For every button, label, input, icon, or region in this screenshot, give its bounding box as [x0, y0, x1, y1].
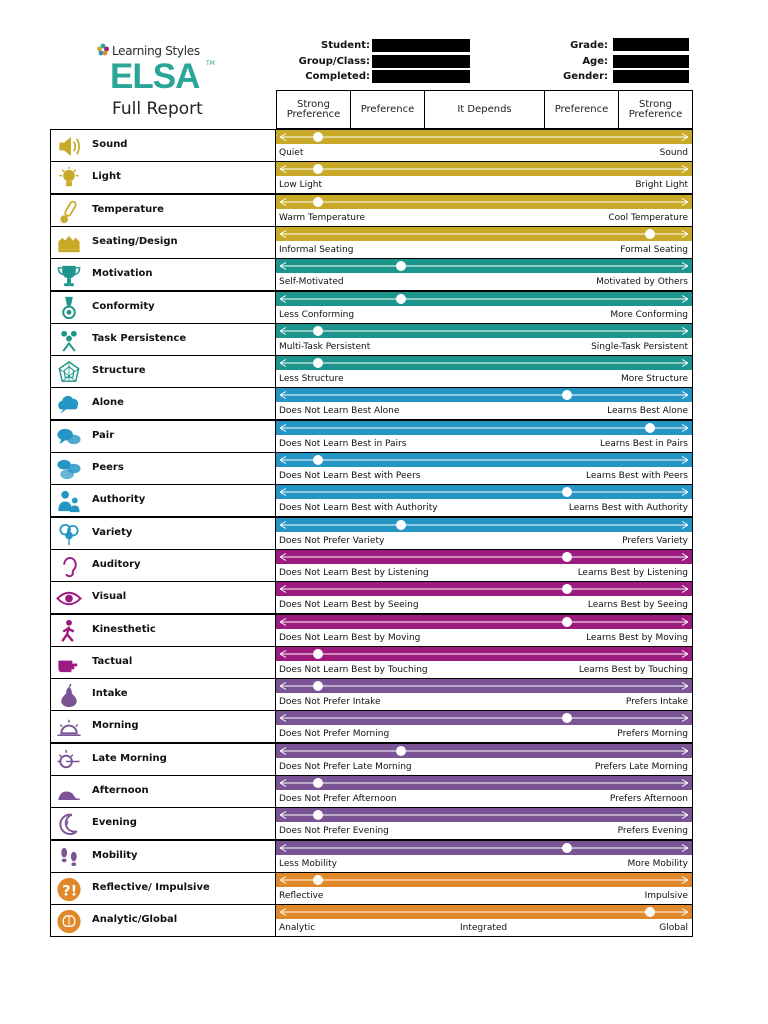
scale-cell — [276, 743, 693, 776]
scale-cell — [276, 775, 693, 808]
eye-icon — [55, 585, 83, 612]
scale-right-label: More Mobility — [627, 858, 688, 869]
late-morning-icon — [55, 747, 83, 774]
speaker-icon — [55, 133, 83, 160]
scale-cell — [276, 387, 693, 420]
scale-marker — [313, 455, 323, 465]
hand-icon — [55, 650, 83, 677]
category-cell — [50, 420, 276, 453]
category-label: Kinesthetic — [92, 623, 156, 635]
scale-marker — [396, 261, 406, 271]
table-row — [50, 452, 693, 485]
scale-marker — [313, 778, 323, 788]
moon-icon — [55, 811, 83, 838]
category-cell — [50, 258, 276, 291]
scale-right-label: Learns Best in Pairs — [600, 438, 688, 449]
logo-tm: TM — [206, 60, 215, 67]
table-row — [50, 387, 693, 420]
scale-marker — [396, 746, 406, 756]
scale-right-label: Single-Task Persistent — [591, 341, 688, 352]
scale-it-depends: It Depends — [425, 91, 545, 128]
scale-bar — [276, 130, 692, 144]
scale-bar — [276, 808, 692, 822]
category-cell — [50, 840, 276, 873]
scale-left-label: Reflective — [279, 890, 324, 901]
scale-bar — [276, 615, 692, 629]
table-row — [50, 291, 693, 324]
table-row — [50, 872, 693, 905]
scale-left-label: Low Light — [279, 180, 323, 191]
category-cell — [50, 646, 276, 679]
scale-marker — [562, 617, 572, 627]
scale-cell — [276, 226, 693, 259]
scale-left-label: Does Not Prefer Intake — [279, 697, 381, 708]
table-row — [50, 614, 693, 647]
field-label-group: Group/Class: — [298, 56, 370, 67]
afternoon-icon — [55, 779, 83, 806]
scale-cell — [276, 517, 693, 550]
category-cell — [50, 387, 276, 420]
category-label: Task Persistence — [92, 332, 187, 344]
scale-bar — [276, 356, 692, 370]
field-value-group — [372, 55, 470, 68]
scale-cell — [276, 161, 693, 194]
scale-bar — [276, 227, 692, 241]
field-value-age — [613, 55, 689, 68]
scale-bar — [276, 679, 692, 693]
pear-icon — [55, 682, 83, 709]
table-row — [50, 161, 693, 194]
scale-right-label: Prefers Variety — [622, 535, 688, 546]
category-label: Auditory — [92, 558, 141, 570]
scale-cell — [276, 355, 693, 388]
field-value-gender — [613, 70, 689, 83]
category-cell — [50, 743, 276, 776]
scale-left-label: Does Not Learn Best in Pairs — [279, 438, 407, 449]
scale-right-label: Prefers Morning — [617, 729, 688, 740]
scale-preference-right: Preference — [545, 91, 619, 128]
scale-left-label: Does Not Prefer Afternoon — [279, 794, 397, 804]
scale-right-label: Prefers Intake — [625, 697, 688, 708]
scale-bar — [276, 647, 692, 661]
scale-bar — [276, 744, 692, 758]
scale-right-label: More Structure — [620, 374, 688, 385]
scale-left-label: Analytic — [279, 923, 316, 934]
scale-left-label: Less Mobility — [279, 858, 337, 869]
category-cell — [50, 581, 276, 614]
category-label: Variety — [92, 526, 133, 538]
question-exclamation-icon — [55, 876, 83, 903]
category-cell — [50, 129, 276, 162]
table-row — [50, 484, 693, 517]
scale-left-label: Warm Temperature — [279, 212, 366, 223]
field-value-completed — [372, 70, 470, 83]
scale-left-label: Less Conforming — [279, 309, 355, 320]
field-value-student — [372, 39, 470, 52]
scale-marker — [396, 294, 406, 304]
scale-bar — [276, 841, 692, 855]
scale-cell — [276, 581, 693, 614]
category-cell — [50, 323, 276, 356]
table-row — [50, 807, 693, 840]
scale-right-label: Prefers Late Morning — [594, 761, 688, 772]
category-label: Late Morning — [92, 752, 167, 764]
field-label-gender: Gender: — [563, 71, 608, 82]
category-cell — [50, 904, 276, 937]
scale-marker — [562, 843, 572, 853]
scale-left-label: Does Not Prefer Late Morning — [279, 761, 412, 772]
table-row — [50, 355, 693, 388]
scale-left-label: Does Not Learn Best by Moving — [279, 632, 421, 643]
table-row — [50, 710, 693, 743]
scale-marker — [313, 132, 323, 142]
people-icon — [55, 488, 83, 515]
scale-header — [276, 90, 693, 129]
scale-strong-preference-left: Strong Preference — [277, 91, 351, 128]
scale-cell — [276, 807, 693, 840]
scale-right-label: Bright Light — [635, 180, 688, 191]
balloons-icon — [55, 521, 83, 548]
scale-cell — [276, 840, 693, 873]
scale-cell — [276, 323, 693, 356]
scale-bar — [276, 873, 692, 887]
scale-right-label: Formal Seating — [620, 244, 688, 255]
category-cell — [50, 710, 276, 743]
group-bubbles-icon — [55, 456, 83, 483]
category-label: Authority — [92, 494, 146, 506]
scale-left-label: Does Not Prefer Morning — [279, 729, 390, 740]
scale-right-label: Cool Temperature — [608, 212, 688, 223]
sofa-icon — [55, 230, 83, 257]
table-row — [50, 420, 693, 453]
scale-cell — [276, 129, 693, 162]
scale-marker — [313, 326, 323, 336]
scale-cell — [276, 258, 693, 291]
category-label: Motivation — [92, 268, 153, 280]
scale-bar — [276, 550, 692, 564]
scale-cell — [276, 420, 693, 453]
scale-preference-left: Preference — [351, 91, 425, 128]
field-value-grade — [613, 38, 689, 51]
scale-cell — [276, 291, 693, 324]
scale-right-label: Motivated by Others — [596, 277, 688, 288]
scale-cell — [276, 484, 693, 517]
scale-cell — [276, 678, 693, 711]
juggling-icon — [55, 327, 83, 354]
scale-bar — [276, 292, 692, 306]
logo-tagline: Learning Styles — [112, 44, 200, 58]
scale-right-label: Learns Best by Listening — [577, 567, 688, 578]
medal-icon — [55, 295, 83, 322]
scale-cell — [276, 614, 693, 647]
scale-strong-preference-right: Strong Preference — [628, 98, 683, 120]
table-row — [50, 549, 693, 582]
scale-right-label: Prefers Evening — [617, 826, 688, 837]
scale-left-label: Self-Motivated — [279, 277, 344, 288]
trophy-icon — [55, 262, 83, 289]
scale-left-label: Does Not Learn Best by Touching — [279, 664, 428, 675]
scale-right-label: Global — [659, 923, 688, 934]
category-cell — [50, 484, 276, 517]
category-label: Pair — [92, 429, 115, 441]
table-row — [50, 129, 693, 162]
scale-bar — [276, 485, 692, 499]
scale-marker — [313, 810, 323, 820]
scale-bar — [276, 711, 692, 725]
scale-cell — [276, 872, 693, 905]
category-cell — [50, 291, 276, 324]
category-label: Reflective/ Impulsive — [92, 881, 210, 893]
scale-marker — [313, 164, 323, 174]
table-row — [50, 258, 693, 291]
category-cell — [50, 194, 276, 227]
scale-right-label: Impulsive — [644, 890, 688, 901]
footprints-icon — [55, 844, 83, 871]
table-row — [50, 678, 693, 711]
table-row — [50, 743, 693, 776]
scale-right-label: Learns Best Alone — [607, 406, 688, 417]
walking-person-icon — [55, 618, 83, 645]
table-row — [50, 646, 693, 679]
scale-marker — [396, 520, 406, 530]
category-cell — [50, 807, 276, 840]
table-row — [50, 226, 693, 259]
scale-marker — [313, 681, 323, 691]
category-cell — [50, 614, 276, 647]
category-cell — [50, 226, 276, 259]
scale-cell — [276, 452, 693, 485]
scale-bar — [276, 324, 692, 338]
scale-left-label: Quiet — [279, 148, 304, 158]
category-label: Structure — [92, 365, 146, 377]
scale-cell — [276, 549, 693, 582]
scale-bar — [276, 453, 692, 467]
field-label-grade: Grade: — [570, 40, 608, 51]
table-row — [50, 194, 693, 227]
svg-text:?!: ?! — [62, 883, 78, 900]
scale-left-label: Does Not Prefer Variety — [279, 535, 385, 546]
scale-left-label: Does Not Learn Best Alone — [279, 406, 400, 417]
scale-right-label: Learns Best with Peers — [585, 471, 688, 481]
field-label-age: Age: — [582, 56, 608, 67]
category-label: Seating/Design — [92, 235, 178, 247]
scale-marker — [313, 875, 323, 885]
scale-left-label: Does Not Prefer Evening — [279, 826, 389, 837]
category-cell — [50, 452, 276, 485]
sunrise-icon — [55, 714, 83, 741]
table-row — [50, 323, 693, 356]
category-label: Mobility — [92, 849, 138, 861]
category-label: Morning — [92, 720, 139, 732]
scale-cell — [276, 710, 693, 743]
category-cell — [50, 549, 276, 582]
ear-icon — [55, 553, 83, 580]
scale-right-label: Prefers Afternoon — [609, 794, 688, 804]
category-label: Conformity — [92, 300, 155, 312]
scale-right-label: Sound — [659, 148, 688, 158]
thermometer-icon — [55, 198, 83, 225]
category-cell — [50, 517, 276, 550]
scale-left-label: Does Not Learn Best with Authority — [279, 503, 438, 514]
scale-bar — [276, 388, 692, 402]
table-row — [50, 840, 693, 873]
scale-bar — [276, 518, 692, 532]
scale-cell — [276, 646, 693, 679]
category-label: Light — [92, 171, 121, 183]
category-cell — [50, 678, 276, 711]
category-label: Visual — [92, 591, 127, 603]
web-icon — [55, 359, 83, 386]
category-label: Peers — [92, 462, 124, 473]
scale-cell — [276, 904, 693, 937]
scale-right-label: Learns Best by Touching — [578, 664, 688, 675]
category-label: Sound — [92, 139, 128, 150]
category-label: Evening — [92, 817, 137, 829]
scale-left-label: Less Structure — [279, 374, 344, 385]
flower-icon — [96, 42, 110, 58]
scale-marker — [313, 649, 323, 659]
category-cell — [50, 161, 276, 194]
table-row — [50, 904, 693, 937]
scale-left-label: Does Not Learn Best by Seeing — [279, 600, 419, 611]
logo-name: ELSA — [110, 57, 200, 96]
field-label-completed: Completed: — [305, 71, 370, 82]
lightbulb-icon — [55, 165, 83, 192]
scale-bar — [276, 905, 692, 919]
field-label-student: Student: — [321, 40, 370, 51]
category-cell — [50, 775, 276, 808]
speech-bubbles-icon — [55, 424, 83, 451]
scale-right-label: Learns Best with Authority — [568, 503, 688, 514]
category-label: Analytic/Global — [92, 914, 178, 926]
category-cell — [50, 872, 276, 905]
brain-icon — [55, 908, 83, 935]
category-label: Alone — [92, 397, 124, 409]
scale-bar — [276, 776, 692, 790]
scale-middle-label: Integrated — [460, 923, 508, 934]
table-row — [50, 775, 693, 808]
page-title: Full Report — [112, 99, 203, 119]
scale-cell — [276, 194, 693, 227]
scale-right-label: Learns Best by Seeing — [587, 600, 688, 611]
scale-marker — [313, 358, 323, 368]
category-label: Tactual — [92, 655, 133, 667]
cloud-icon — [55, 391, 83, 418]
category-label: Temperature — [92, 203, 164, 215]
scale-right-label: Learns Best by Moving — [586, 632, 688, 643]
scale-marker — [313, 197, 323, 207]
table-row — [50, 581, 693, 614]
scale-bar — [276, 259, 692, 273]
scale-right-label: More Conforming — [610, 309, 688, 320]
scale-left-label: Does Not Learn Best by Listening — [279, 567, 429, 578]
category-label: Afternoon — [92, 785, 149, 796]
scale-bar — [276, 421, 692, 435]
category-cell — [50, 355, 276, 388]
scale-bar — [276, 195, 692, 209]
scale-left-label: Multi-Task Persistent — [279, 341, 371, 352]
scale-bar — [276, 582, 692, 596]
scale-left-label: Does Not Learn Best with Peers — [279, 471, 421, 481]
table-row — [50, 517, 693, 550]
scale-left-label: Informal Seating — [279, 244, 354, 255]
category-label: Intake — [92, 688, 128, 700]
scale-bar — [276, 162, 692, 176]
